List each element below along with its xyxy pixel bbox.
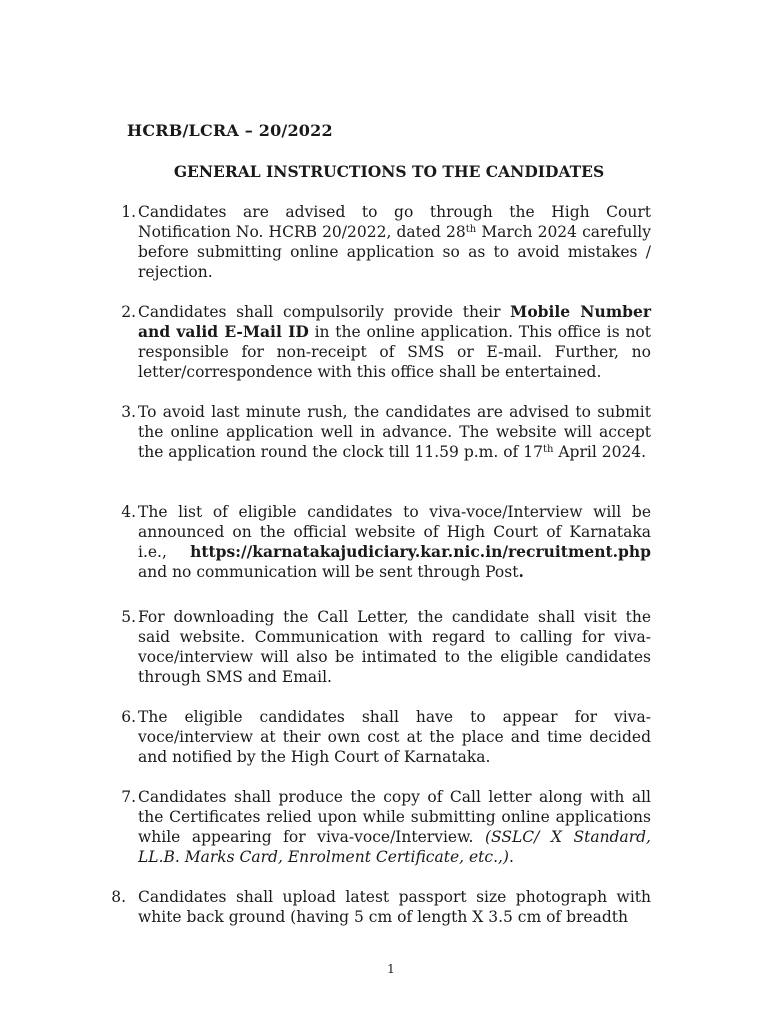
instruction-item-6 bbox=[121, 707, 651, 767]
item-text: Candidates shall compulsorily provide their bbox=[138, 303, 511, 321]
item-number: 1. bbox=[121, 203, 136, 221]
ordinal-suffix: th bbox=[465, 224, 477, 235]
instruction-item-8 bbox=[111, 887, 651, 927]
item-bold-text: . bbox=[518, 562, 524, 581]
item-text: To avoid last minute rush, the candidates are advised to submit the online application well in advance. The website will accept the application round the clock till 11.59 p.m. of 17 bbox=[138, 403, 651, 461]
instruction-item-1 bbox=[121, 202, 651, 282]
item-text: For downloading the Call Letter, the candidate shall visit the said website. Communication with regard to calling for viva-voce/interview will also be intimated to the eligible candidates through SMS and Email. bbox=[138, 608, 651, 686]
instruction-item-3 bbox=[121, 402, 651, 462]
recruitment-url: https://karnatakajudiciary.kar.nic.in/recruitment.php bbox=[190, 542, 651, 561]
instruction-item-4 bbox=[121, 502, 651, 582]
instruction-item-2 bbox=[121, 302, 652, 382]
item-text: April 2024. bbox=[553, 443, 647, 461]
ordinal-suffix: th bbox=[542, 444, 554, 455]
item-number: 7. bbox=[121, 788, 136, 806]
item-italic-text: (SSLC/ X Standard, LL.B. Marks Card, Enrolment Certificate, etc.,) bbox=[138, 828, 651, 866]
item-text: Candidates shall upload latest passport size photograph with white back ground (having 5 cm of length X 3.5 cm of breadth bbox=[138, 888, 651, 926]
item-number: 4. bbox=[121, 503, 136, 521]
item-number: 3. bbox=[121, 403, 136, 421]
item-bold-text: Mobile Number and valid E-Mail ID bbox=[138, 302, 652, 341]
reference-number: HCRB/LCRA – 20/2022 bbox=[127, 121, 333, 140]
item-text: in the online application. This office is not responsible for non-receipt of SMS or E-mail. Further, no letter/correspondence with this office shall be entertained. bbox=[138, 323, 651, 381]
item-text: Candidates are advised to go through the High Court Notification No. HCRB 20/2022, dated 28 bbox=[138, 203, 651, 241]
document-heading: GENERAL INSTRUCTIONS TO THE CANDIDATES bbox=[173, 162, 605, 181]
item-text: . bbox=[508, 848, 514, 866]
item-text: March 2024 carefully before submitting online application so as to avoid mistakes / rejection. bbox=[138, 223, 651, 281]
item-number: 5. bbox=[121, 608, 136, 626]
instruction-item-7 bbox=[121, 787, 651, 867]
page-number: 1 bbox=[387, 962, 395, 976]
item-number: 2. bbox=[121, 303, 136, 321]
item-text: The list of eligible candidates to viva-voce/Interview will be announced on the official website of High Court of Karnataka i.e., bbox=[138, 503, 651, 561]
item-number: 6. bbox=[121, 708, 136, 726]
item-text: The eligible candidates shall have to appear for viva-voce/interview at their own cost at the place and time decided and notified by the High Court of Karnataka. bbox=[138, 708, 651, 766]
item-text: Candidates shall produce the copy of Call letter along with all the Certificates relied upon while submitting online applications while appearing for viva-voce/Interview. bbox=[138, 788, 651, 846]
item-number: 8. bbox=[111, 888, 126, 906]
item-text: and no communication will be sent through Post bbox=[138, 563, 519, 581]
instruction-item-5 bbox=[121, 607, 651, 687]
